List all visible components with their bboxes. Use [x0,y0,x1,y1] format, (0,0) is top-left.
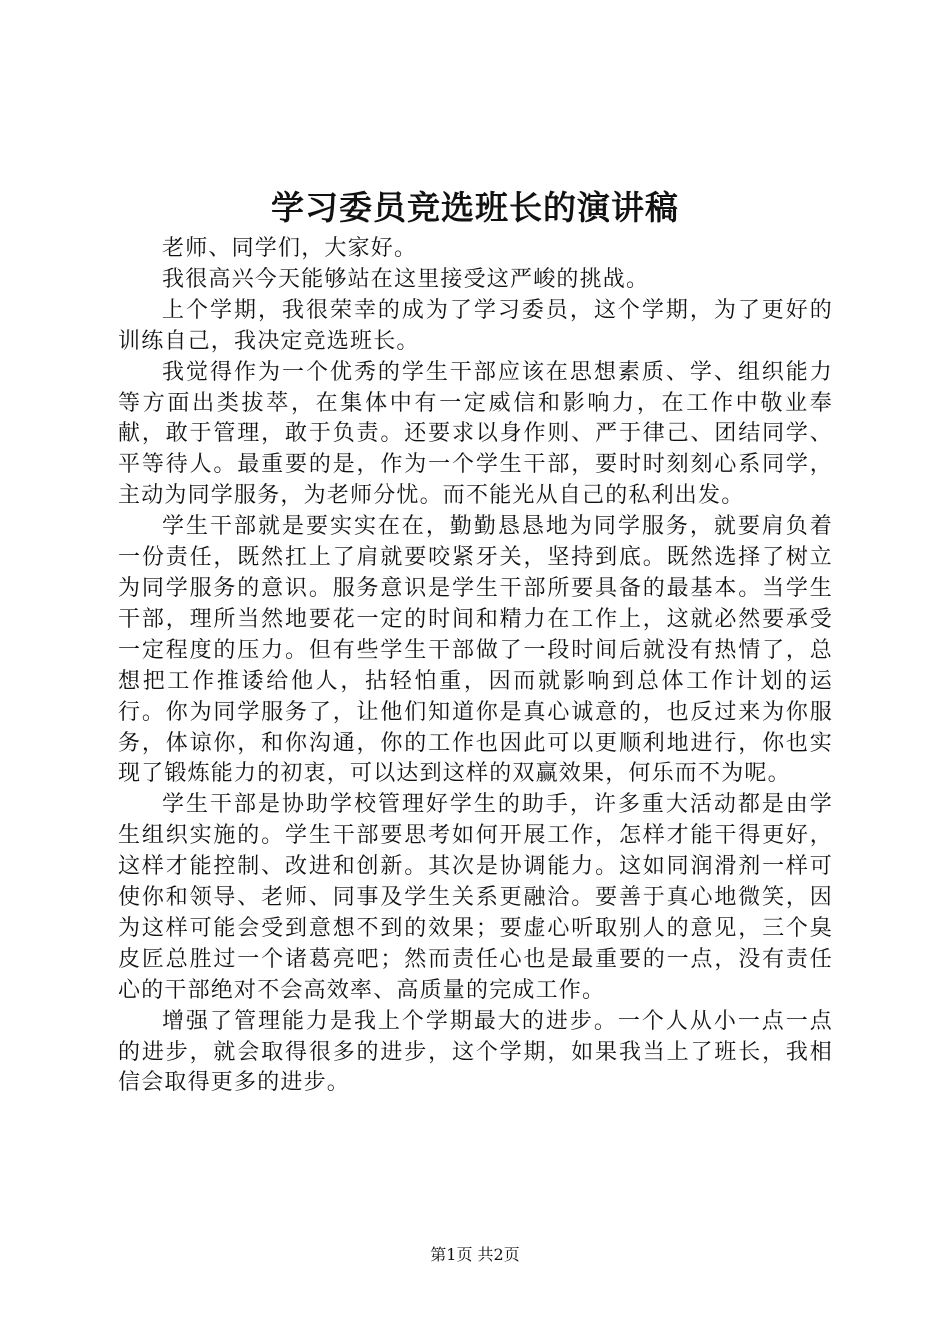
paragraph-service: 学生干部就是要实实在在，勤勤恳恳地为同学服务，就要肩负着一份责任，既然扛上了肩就要咬紧牙关，坚持到底。既然选择了树立为同学服务的意识。服务意识是学生干部所要具备的最基本。当学生干部，理所当然地要花一定的时间和精力在工作上，这就必然要承受一定程度的压力。但有些学生干部做了一段时间后就没有热情了，总想把工作推诿给他人，拈轻怕重，因而就影响到总体工作计划的运行。你为同学服务了，让他们知道你是真心诚意的，也反过来为你服务，体谅你，和你沟通，你的工作也因此可以更顺利地进行，你也实现了锻炼能力的初衷，可以达到这样的双赢效果，何乐而不为呢。 [118,514,833,787]
paragraph-greeting: 老师、同学们，大家好。 [162,236,418,261]
page-number-footer: 第1页 共2页 [430,1245,520,1264]
paragraph-previous-term: 上个学期，我很荣幸的成为了学习委员，这个学期，为了更好的训练自己，我决定竞选班长。 [118,297,833,354]
paragraph-progress: 增强了管理能力是我上个学期最大的进步。一个人从小一点一点的进步，就会取得很多的进步，这个学期，如果我当上了班长，我相信会取得更多的进步。 [118,1008,833,1096]
paragraph-coordination: 学生干部是协助学校管理好学生的助手，许多重大活动都是由学生组织实施的。学生干部要思考如何开展工作，怎样才能干得更好，这样才能控制、改进和创新。其次是协调能力。这如同润滑剂一样可使你和领导、老师、同事及学生关系更融洽。要善于真心地微笑，因为这样可能会受到意想不到的效果；要虚心听取别人的意见，三个臭皮匠总胜过一个诸葛亮吧；然而责任心也是最重要的一点，没有责任心的干部绝对不会高效率、高质量的完成工作。 [118,792,833,1003]
paragraph-qualities: 我觉得作为一个优秀的学生干部应该在思想素质、学、组织能力等方面出类拔萃，在集体中有一定威信和影响力，在工作中敬业奉献，敢于管理，敢于负责。还要求以身作则、严于律己、团结同学、平等待人。最重要的是，作为一个学生干部，要时时刻刻心系同学，主动为同学服务，为老师分忧。而不能光从自己的私利出发。 [118,359,833,509]
document-title: 学习委员竞选班长的演讲稿 [271,188,679,227]
paragraph-opening: 我很高兴今天能够站在这里接受这严峻的挑战。 [162,266,650,292]
document-body [118,234,833,1099]
